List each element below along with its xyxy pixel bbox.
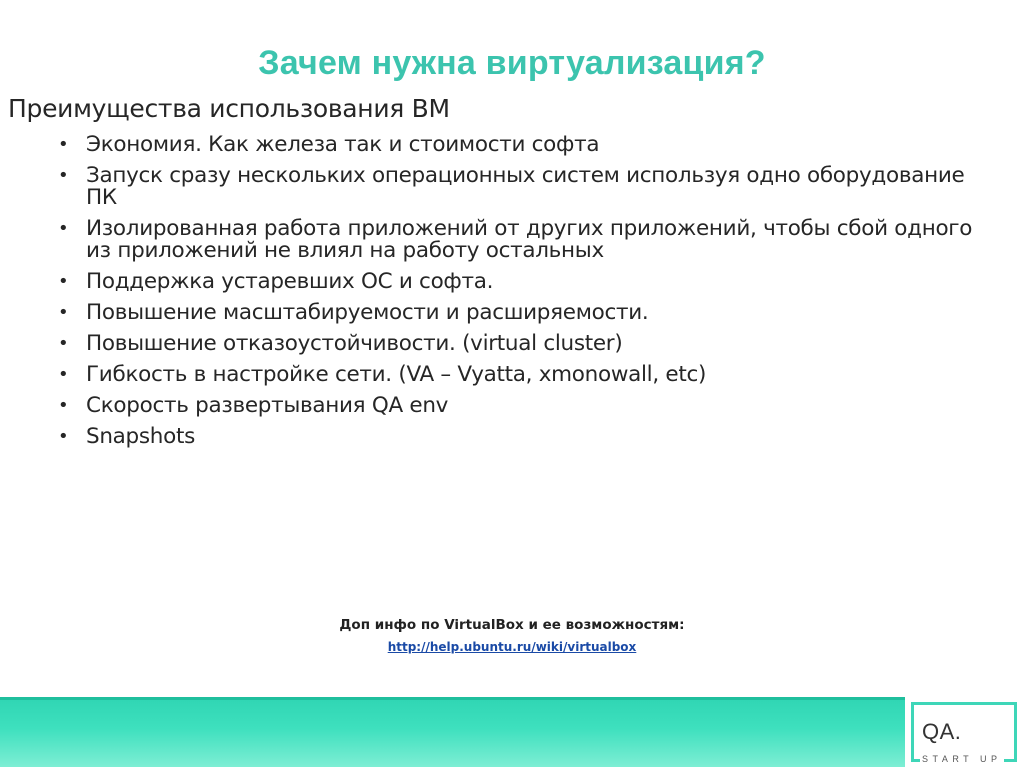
bullet-item (58, 333, 998, 355)
logo-sub-text: START UP (922, 754, 1002, 764)
footnote-link-wrapper (0, 640, 1024, 654)
bullet-dot-icon: • (58, 364, 69, 385)
bullet-dot-icon: • (58, 134, 69, 155)
logo-main-text: QA. (922, 719, 962, 744)
bullet-item (58, 302, 998, 324)
bullet-text: Изолированная работа приложений от других приложений, чтобы сбой одного из приложений не влиял на работу остальных (86, 216, 973, 263)
bullet-dot-icon: • (58, 426, 69, 447)
bullet-item (58, 218, 998, 262)
bullet-dot-icon: • (58, 333, 69, 354)
bullet-text: Экономия. Как железа так и стоимости софта (86, 132, 600, 157)
bullet-item (58, 364, 998, 386)
bullet-text: Запуск сразу нескольких операционных систем используя одно оборудование ПК (86, 163, 965, 210)
bullet-text: Скорость развертывания QA env (86, 393, 449, 418)
bullet-text: Поддержка устаревших ОС и софта. (86, 269, 494, 294)
bullet-text: Повышение отказоустойчивости. (virtual cluster) (86, 331, 623, 356)
bullet-text: Повышение масштабируемости и расширяемости. (86, 300, 649, 325)
footnote-text: Доп инфо по VirtualBox и ее возможностям: (339, 617, 685, 633)
virtualbox-link[interactable]: http://help.ubuntu.ru/wiki/virtualbox (387, 640, 637, 654)
slide-title: Зачем нужна виртуализация? (258, 44, 766, 82)
slide-subtitle: Преимущества использования ВМ (8, 94, 450, 123)
bullet-item (58, 134, 998, 156)
footer-divider (0, 697, 905, 700)
footer-band (0, 697, 905, 767)
bullet-dot-icon: • (58, 218, 69, 239)
bullet-item (58, 271, 998, 293)
bullet-item (58, 426, 998, 448)
bullet-dot-icon: • (58, 271, 69, 292)
bullet-dot-icon: • (58, 302, 69, 323)
bullet-dot-icon: • (58, 165, 69, 186)
bullet-item (58, 165, 998, 209)
bullet-dot-icon: • (58, 395, 69, 416)
bullet-text: Snapshots (86, 424, 196, 449)
logo (911, 702, 1017, 762)
bullet-list (58, 134, 998, 457)
bullet-item (58, 395, 998, 417)
bullet-text: Гибкость в настройке сети. (VA – Vyatta, xmonowall, etc) (86, 362, 707, 387)
